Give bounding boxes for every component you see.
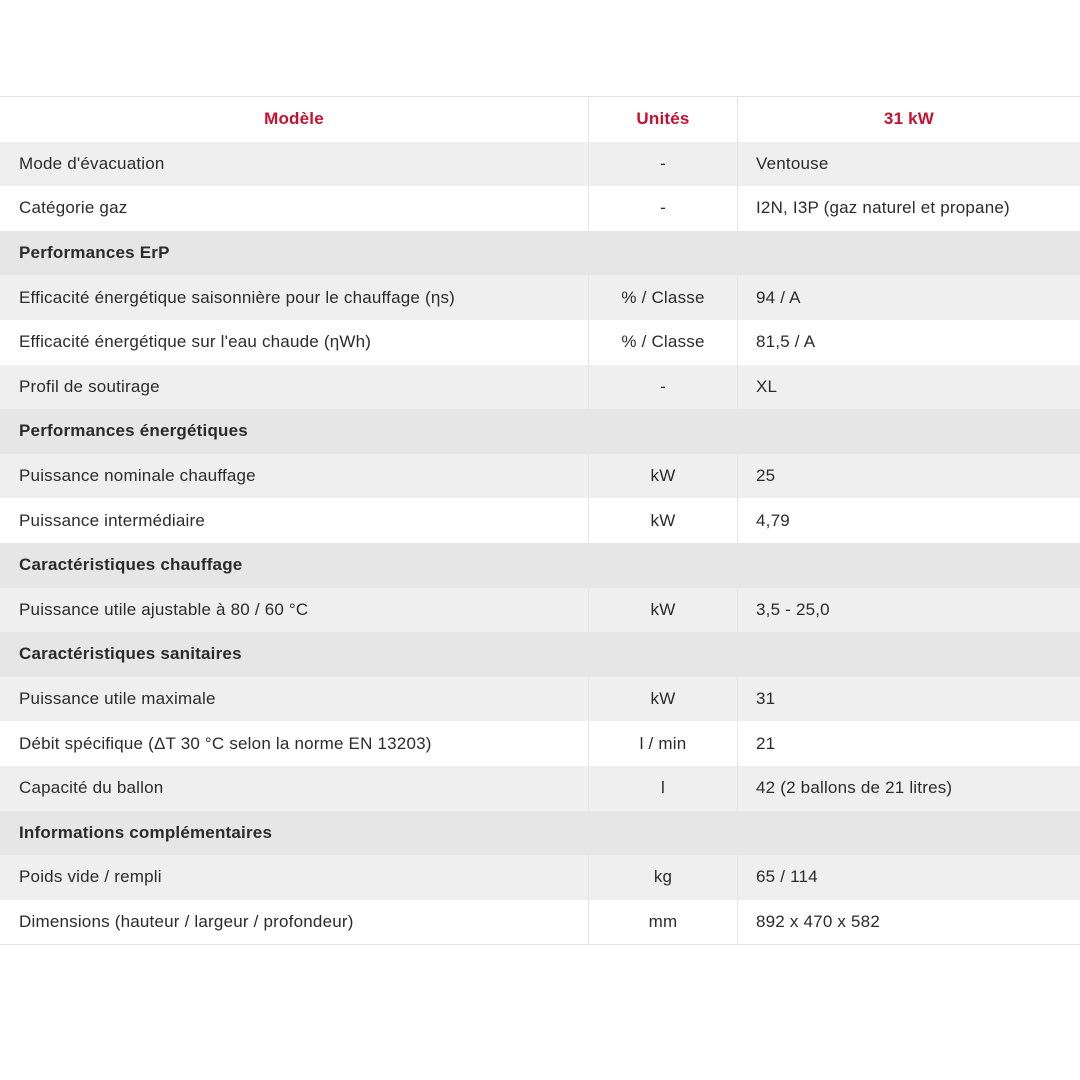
- row-unit: l: [588, 766, 738, 811]
- section-empty-cell: [738, 409, 1080, 454]
- row-label: Efficacité énergétique saisonnière pour le chauffage (ηs): [19, 287, 456, 307]
- row-value: 25: [756, 466, 776, 486]
- row-value: 4,79: [756, 510, 790, 530]
- row-unit: kg: [588, 855, 738, 900]
- row-value: 81,5 / A: [756, 332, 816, 352]
- table-row: [0, 275, 1080, 320]
- table-row: [0, 677, 1080, 722]
- row-unit: l / min: [588, 721, 738, 766]
- row-label: Puissance utile ajustable à 80 / 60 °C: [19, 599, 309, 619]
- table-row: [0, 186, 1080, 231]
- row-value: 21: [756, 733, 776, 753]
- row-label: Dimensions (hauteur / largeur / profondeur): [19, 911, 354, 931]
- row-value: XL: [756, 376, 778, 396]
- row-value: 892 x 470 x 582: [756, 911, 880, 931]
- header-model: Modèle: [264, 109, 324, 129]
- section-empty-cell: [738, 632, 1080, 677]
- row-unit: % / Classe: [588, 320, 738, 365]
- table-row: [0, 766, 1080, 811]
- table-row: [0, 320, 1080, 365]
- section-row: [0, 409, 1080, 454]
- row-unit: kW: [588, 498, 738, 543]
- table-row: [0, 365, 1080, 410]
- table-row: [0, 588, 1080, 633]
- row-value: 65 / 114: [756, 867, 818, 887]
- table-row: [0, 900, 1080, 946]
- section-row: [0, 632, 1080, 677]
- row-label: Puissance nominale chauffage: [19, 466, 256, 486]
- table-row: [0, 498, 1080, 543]
- row-unit: kW: [588, 454, 738, 499]
- row-unit: kW: [588, 677, 738, 722]
- section-title: Caractéristiques sanitaires: [19, 644, 242, 664]
- section-title: Informations complémentaires: [19, 822, 273, 842]
- section-title: Caractéristiques chauffage: [19, 555, 243, 575]
- row-label: Poids vide / rempli: [19, 867, 162, 887]
- row-label: Puissance intermédiaire: [19, 510, 206, 530]
- row-unit: % / Classe: [588, 275, 738, 320]
- section-row: [0, 543, 1080, 588]
- row-label: Puissance utile maximale: [19, 689, 216, 709]
- row-label: Efficacité énergétique sur l'eau chaude (ηWh): [19, 332, 372, 352]
- row-unit: mm: [588, 900, 738, 945]
- row-unit: -: [588, 142, 738, 187]
- row-value: Ventouse: [756, 153, 829, 173]
- header-power: 31 kW: [883, 109, 935, 129]
- row-unit: kW: [588, 588, 738, 633]
- table-row: [0, 454, 1080, 499]
- row-label: Débit spécifique (ΔT 30 °C selon la norme EN 13203): [19, 733, 432, 753]
- row-value: 3,5 - 25,0: [756, 599, 830, 619]
- table-header-row: [0, 97, 1080, 142]
- section-empty-cell: [738, 231, 1080, 276]
- section-title: Performances énergétiques: [19, 421, 248, 441]
- row-label: Capacité du ballon: [19, 778, 164, 798]
- spec-table: [0, 96, 1080, 945]
- row-unit: -: [588, 365, 738, 410]
- section-empty-cell: [738, 543, 1080, 588]
- row-label: Catégorie gaz: [19, 198, 128, 218]
- table-row: [0, 142, 1080, 187]
- table-body: [0, 142, 1080, 946]
- section-row: [0, 811, 1080, 856]
- row-unit: -: [588, 186, 738, 231]
- row-label: Mode d'évacuation: [19, 153, 165, 173]
- row-label: Profil de soutirage: [19, 376, 160, 396]
- row-value: 42 (2 ballons de 21 litres): [756, 778, 953, 798]
- row-value: 94 / A: [756, 287, 801, 307]
- table-row: [0, 721, 1080, 766]
- header-units: Unités: [588, 97, 738, 142]
- row-value: 31: [756, 689, 776, 709]
- section-row: [0, 231, 1080, 276]
- table-row: [0, 855, 1080, 900]
- section-empty-cell: [738, 811, 1080, 856]
- section-title: Performances ErP: [19, 243, 170, 263]
- row-value: I2N, I3P (gaz naturel et propane): [756, 198, 1010, 218]
